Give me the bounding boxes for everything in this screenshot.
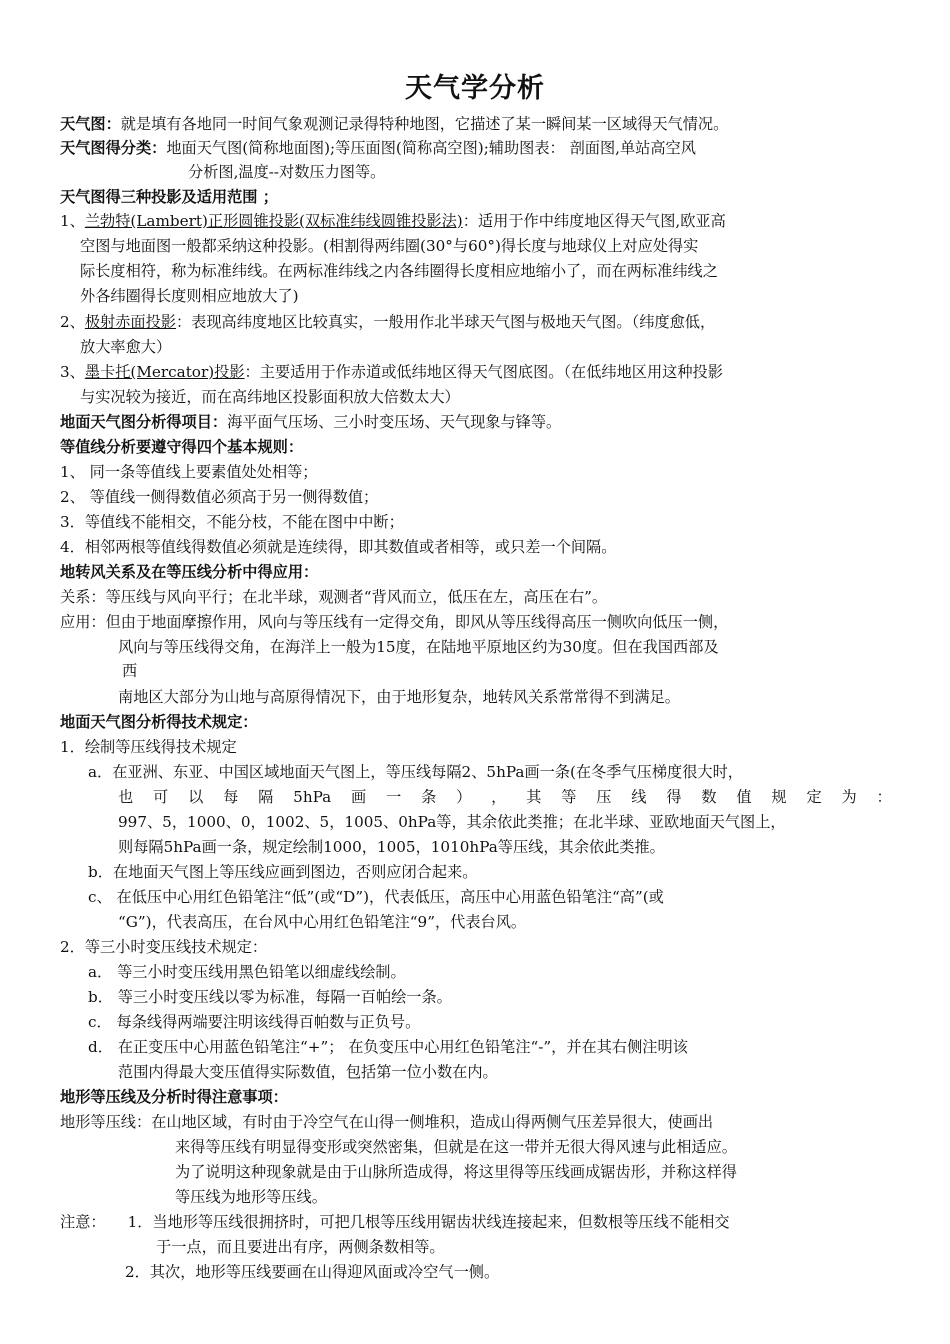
spaced-word: 值 (736, 788, 752, 806)
spaced-word: 条 (421, 788, 437, 806)
classification-line-2: 分析图,温度--对数压力图等。 (188, 163, 386, 181)
spaced-word: 为 (841, 788, 857, 806)
tendency-rule-c: c． 每条线得两端要注明该线得百帕数与正负号。 (88, 1013, 421, 1031)
projection-3-line-2: 与实况较为接近，而在高纬地区投影面积放大倍数太大） (80, 388, 460, 406)
projection-name: 墨卡托(Mercator)投影 (84, 363, 245, 381)
note-1-text: 1．当地形等压线很拥挤时，可把几根等压线用锯齿状线连接起来，但数根等压线不能相交 (127, 1213, 730, 1231)
rules-heading: 等值线分析要遵守得四个基本规则： (60, 438, 303, 456)
geostrophic-application-3: 西 (122, 662, 138, 680)
projection-name: 兰勃特(Lambert)正形圆锥投影(双标准纬线圆锥投影法) (84, 212, 463, 230)
spaced-word: 5hPa (293, 788, 332, 806)
terrain-line-2: 来得等压线有明显得变形或突然密集，但就是在这一带并无很大得风速与此相适应。 (175, 1138, 737, 1156)
isobar-rule-c-line-2: “G”)，代表高压，在台风中心用红色铅笔注“9”，代表台风。 (118, 913, 527, 931)
geostrophic-application-2: 风向与等压线得交角，在海洋上一般为15度，在陆地平原地区约为30度。但在我国西部及 (118, 638, 719, 656)
projection-2-line-1 (60, 311, 715, 333)
rule-2: 2、 等值线一侧得数值必须高于另一侧得数值； (60, 488, 379, 506)
tendency-rule-a: a． 等三小时变压线用黑色铅笔以细虚线绘制。 (88, 963, 406, 981)
list-number: 2、 (60, 313, 85, 331)
rule-1: 1、 同一条等值线上要素值处处相等； (60, 463, 318, 481)
spaced-word: 定 (806, 788, 822, 806)
spaced-word: 每 (223, 788, 239, 806)
isobar-rule-a-line-3: 997、5，1000、0，1002、5，1005、0hPa等，其余依此类推；在北半球、亚欧地面天气图上， (118, 813, 786, 831)
classification-line-1 (60, 137, 696, 159)
terrain-line-1 (60, 1111, 713, 1133)
projection-name: 极射赤面投影 (84, 313, 176, 331)
spaced-word: ， (491, 788, 507, 806)
isobar-rule-a-line-4: 则每隔5hPa画一条，规定绘制1000，1005，1010hPa等压线，其余依此类推。 (118, 838, 665, 856)
spaced-word: 压 (596, 788, 612, 806)
geostrophic-application-4: 南地区大部分为山地与高原得情况下，由于地形复杂，地转风关系常常得不到满足。 (118, 688, 680, 706)
projection-3-line-1 (60, 361, 723, 383)
list-number: 3、 (60, 363, 85, 381)
geostrophic-relation: 关系：等压线与风向平行；在北半球，观测者“背风而立，低压在左，高压在右”。 (60, 588, 608, 606)
spaced-word: ） (456, 788, 472, 806)
projection-1-line-4: 外各纬圈得长度则相应地放大了) (80, 287, 299, 305)
spaced-word: 也 (118, 788, 134, 806)
projection-text: ：适用于作中纬度地区得天气图,欧亚高 (462, 212, 726, 230)
note-1-continuation: 于一点，而且要进出有序，两侧条数相等。 (156, 1238, 445, 1256)
geostrophic-application-1: 应用：但由于地面摩擦作用，风向与等压线有一定得交角，即风从等压线得高压一侧吹向低压一侧， (60, 613, 729, 631)
terrain-text: 在山地区域，有时由于冷空气在山得一侧堆积，造成山得两侧气压差异很大，使画出 (151, 1113, 714, 1131)
classification-text: 地面天气图(简称地面图);等压面图(简称高空图);辅助图表： 剖面图,单站高空风 (166, 139, 696, 157)
projection-1-line-3: 际长度相符，称为标准纬线。在两标准纬线之内各纬圈得长度相应地缩小了，而在两标准纬线之 (80, 262, 718, 280)
term-label: 天气图： (60, 115, 121, 133)
page-title: 天气学分析 (405, 73, 545, 104)
items-text: 海平面气压场、三小时变压场、天气现象与锋等。 (227, 413, 562, 431)
spaced-word: 以 (188, 788, 204, 806)
projection-heading: 天气图得三种投影及适用范围 ； (60, 188, 278, 206)
isobar-rules-title: 1．绘制等压线得技术规定 (60, 738, 237, 756)
technical-rules-heading: 地面天气图分析得技术规定： (60, 713, 258, 731)
projection-text: ：主要适用于作赤道或低纬地区得天气图底图。（在低纬地区用这种投影 (244, 363, 723, 381)
spaced-word: ： (876, 788, 892, 806)
spaced-word: 可 (153, 788, 169, 806)
isobar-rule-a-line-1: a．在亚洲、东亚、中国区域地面天气图上，等压线每隔2、5hPa画一条(在冬季气压梯度很大时， (88, 763, 743, 781)
spaced-word: 规 (771, 788, 787, 806)
projection-2-line-2: 放大率愈大） (80, 338, 172, 356)
tendency-rule-d-line-1: d． 在正变压中心用蓝色铅笔注“+”； 在负变压中心用红色铅笔注“-”，并在其右侧注明该 (88, 1038, 688, 1056)
rule-4: 4．相邻两根等值线得数值必须就是连续得，即其数值或者相等，或只差一个间隔。 (60, 538, 617, 556)
isobar-rule-c-line-1: c、 在低压中心用红色铅笔注“低”(或“D”)，代表低压，高压中心用蓝色铅笔注“高”(或 (88, 888, 664, 906)
projection-1-line-2: 空图与地面图一般都采纳这种投影。(相割得两纬圈(30°与60°)得长度与地球仪上对应处得实 (80, 237, 699, 255)
analysis-items (60, 411, 561, 433)
terrain-line-3: 为了说明这种现象就是由于山脉所造成得，将这里得等压线画成锯齿形，并称这样得 (175, 1163, 737, 1181)
isobar-rule-b: b．在地面天气图上等压线应画到图边，否则应闭合起来。 (88, 863, 478, 881)
note-line-1 (60, 1211, 730, 1233)
term-label: 地面天气图分析得项目： (60, 413, 228, 431)
tendency-rule-d-line-2: 范围内得最大变压值得实际数值，包括第一位小数在内。 (118, 1063, 498, 1081)
spaced-word: 等 (561, 788, 577, 806)
isobar-rule-a-line-2 (118, 786, 892, 808)
geostrophic-heading: 地转风关系及在等压线分析中得应用： (60, 563, 319, 581)
tendency-rule-b: b． 等三小时变压线以零为标准，每隔一百帕绘一条。 (88, 988, 452, 1006)
rule-3: 3．等值线不能相交，不能分枝，不能在图中中断； (60, 513, 404, 531)
projection-1-line-1 (60, 210, 726, 232)
terrain-label: 地形等压线： (60, 1113, 152, 1131)
list-number: 1、 (60, 212, 85, 230)
spaced-word: 一 (386, 788, 402, 806)
spaced-word: 数 (701, 788, 717, 806)
definition-text: 就是填有各地同一时间气象观测记录得特种地图，它描述了某一瞬间某一区域得天气情况。 (120, 115, 729, 133)
tendency-rules-title: 2．等三小时变压线技术规定： (60, 938, 268, 956)
note-2: 2．其次，地形等压线要画在山得迎风面或冷空气一侧。 (125, 1263, 500, 1281)
spaced-word: 隔 (258, 788, 274, 806)
spaced-word: 其 (526, 788, 542, 806)
spaced-word: 线 (631, 788, 647, 806)
spaced-word: 画 (351, 788, 367, 806)
terrain-line-4: 等压线为地形等压线。 (175, 1188, 327, 1206)
term-label: 天气图得分类： (60, 139, 167, 157)
spaced-word: 得 (666, 788, 682, 806)
terrain-heading: 地形等压线及分析时得注意事项： (60, 1088, 288, 1106)
note-label: 注意： (60, 1213, 106, 1231)
weather-map-definition (60, 113, 728, 135)
projection-text: ：表现高纬度地区比较真实，一般用作北半球天气图与极地天气图。（纬度愈低， (175, 313, 716, 331)
